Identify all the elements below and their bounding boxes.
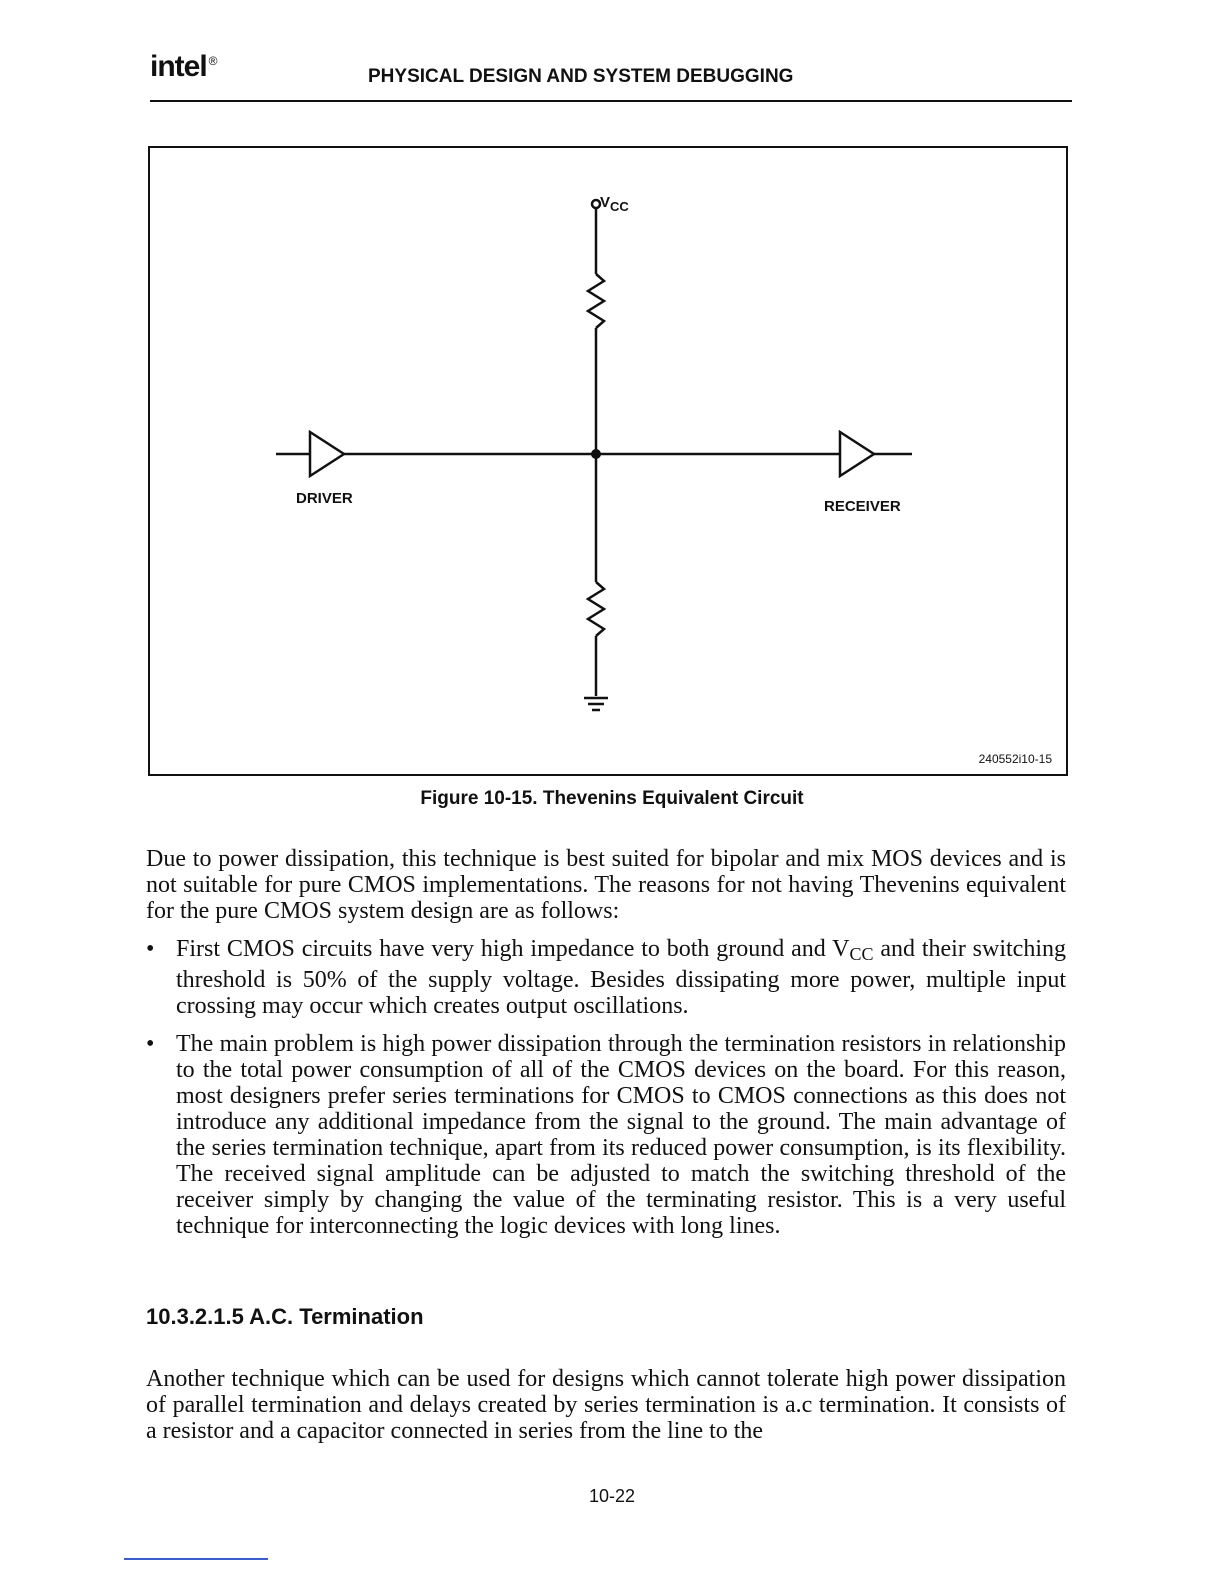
- bottom-rule: [124, 1558, 268, 1560]
- page-number: 10-22: [588, 1486, 636, 1506]
- paragraph-1: Due to power dissipation, this technique is best suited for bipolar and mix MOS devices and is not suitable for pure CMOS implementations. The reasons for not having Thevenins equivalent for the pure CMOS system design are as follows:: [146, 846, 1066, 924]
- bullet-symbol: •: [146, 1031, 155, 1057]
- bullet-list: [146, 936, 1066, 1251]
- receiver-label: RECEIVER: [824, 498, 901, 515]
- vcc-terminal: [592, 200, 600, 208]
- intel-logo: intel ®: [150, 50, 217, 83]
- figure-id: 240552i10-15: [978, 752, 1052, 766]
- vcc-label: $V_{CC}$: [600, 194, 629, 214]
- driver-label: DRIVER: [296, 490, 353, 507]
- figure-caption: Figure 10-15. Thevenins Equivalent Circuit: [420, 788, 804, 809]
- running-header-title: PHYSICAL DESIGN AND SYSTEM DEBUGGING: [368, 66, 794, 87]
- pulldown-resistor: [588, 582, 604, 636]
- paragraph-2: Another technique which can be used for designs which cannot tolerate high power dissipation of parallel termination and delays created by series termination is a.c termination. It consists of a resistor and a capacitor connected in series from the line to the: [146, 1366, 1066, 1444]
- receiver-buffer: [840, 432, 874, 476]
- driver-buffer: [310, 432, 344, 476]
- header-rule: [150, 100, 1072, 102]
- circuit-diagram: [150, 148, 1066, 774]
- section-heading: 10.3.2.1.5 A.C. Termination: [146, 1304, 424, 1329]
- circuit-figure: [148, 146, 1068, 776]
- list-item: • First CMOS circuits have very high impedance to both ground and $V_{CC}$ and their switching threshold is 50% of the supply voltage. Besides dissipating more power, multiple input crossing may occur which creates output oscillations.: [146, 936, 1066, 1019]
- pullup-resistor: [588, 274, 604, 328]
- junction-dot: [591, 449, 601, 459]
- bullet-symbol: •: [146, 936, 155, 962]
- list-item: • The main problem is high power dissipation through the termination resistors in relationship to the total power consumption of all of the CMOS devices on the board. For this reason, most designers prefer series terminations for CMOS to CMOS connections as this does not introduce any additional impedance from the signal to the ground. The main advantage of the series termination technique, apart from its reduced power consumption, is its flexibility. The received signal amplitude can be adjusted to match the switching threshold of the receiver simply by changing the value of the terminating resistor. This is a very useful technique for interconnecting the logic devices with long lines.: [146, 1031, 1066, 1239]
